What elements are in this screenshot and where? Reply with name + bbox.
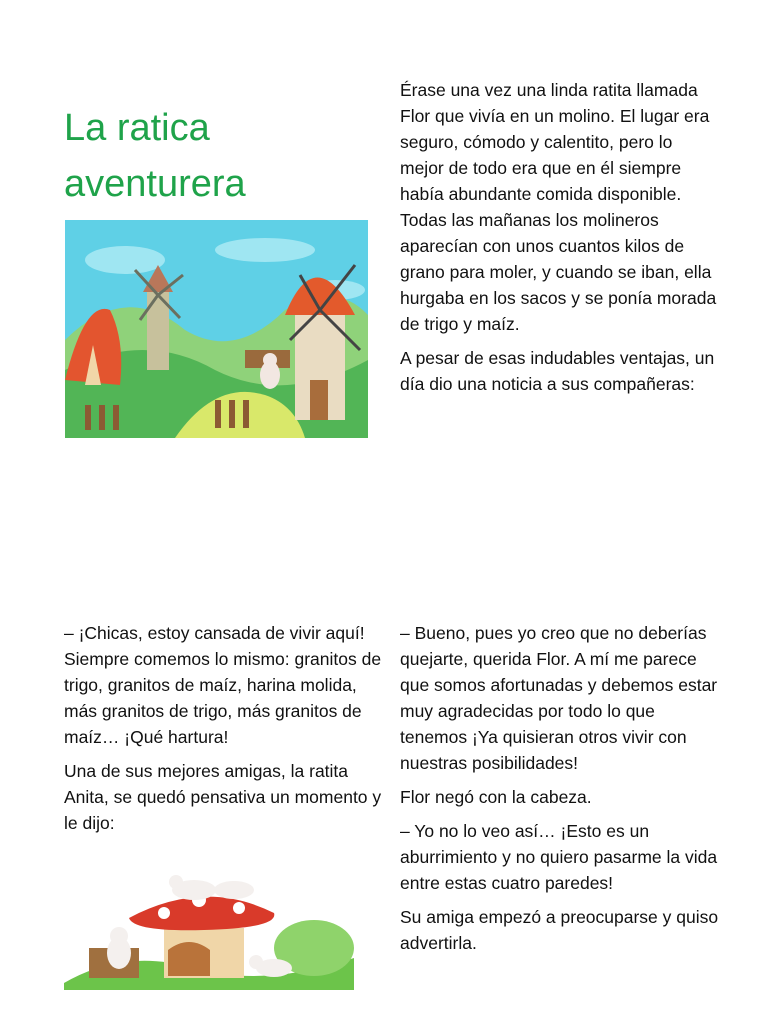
story-column-right-top: [400, 77, 720, 405]
story-paragraph: Su amiga empezó a preocuparse y quiso advertirla.: [400, 907, 719, 953]
story-paragraph: A pesar de esas indudables ventajas, un día dio una noticia a sus compañeras:: [400, 348, 715, 394]
story-paragraph: – ¡Chicas, estoy cansada de vivir aquí! Siempre comemos lo mismo: granitos de trigo, granitos de maíz, harina molida, más granitos de trigo, más granitos de maíz… ¡Qué hartura!: [64, 623, 382, 747]
story-paragraph: Una de sus mejores amigas, la ratita Anita, se quedó pensativa un momento y le dijo:: [64, 761, 382, 833]
story-paragraph: – Yo no lo veo así… ¡Esto es un aburrimiento y no quiero pasarme la vida entre estas cuatro paredes!: [400, 821, 718, 893]
windmill-village-illustration: [65, 220, 368, 438]
story-paragraph: – Bueno, pues yo creo que no deberías quejarte, querida Flor. A mí me parece que somos afortunadas y debemos estar muy agradecidas por todo lo que tenemos ¡Ya quisieran otros vivir con nuestras posibilidades!: [400, 623, 718, 773]
title-line-2: aventurera: [64, 163, 246, 205]
page-title: [64, 100, 364, 212]
mushroom-house-mice-illustration: [64, 868, 354, 990]
story-column-left-bottom: [64, 620, 384, 844]
story-column-right-bottom: [400, 620, 720, 964]
title-line-1: La ratica: [64, 107, 210, 149]
story-paragraph: Flor negó con la cabeza.: [400, 787, 592, 807]
story-paragraph: Érase una vez una linda ratita llamada Flor que vivía en un molino. El lugar era seguro, cómodo y calentito, pero lo mejor de todo era que en él siempre había abundante comida disponible. Todas las mañanas los molineros aparecían con unos cuantos kilos de grano para moler, y cuando se iban, ella hurgaba en los sacos y se ponía morada de trigo y maíz.: [400, 80, 717, 334]
